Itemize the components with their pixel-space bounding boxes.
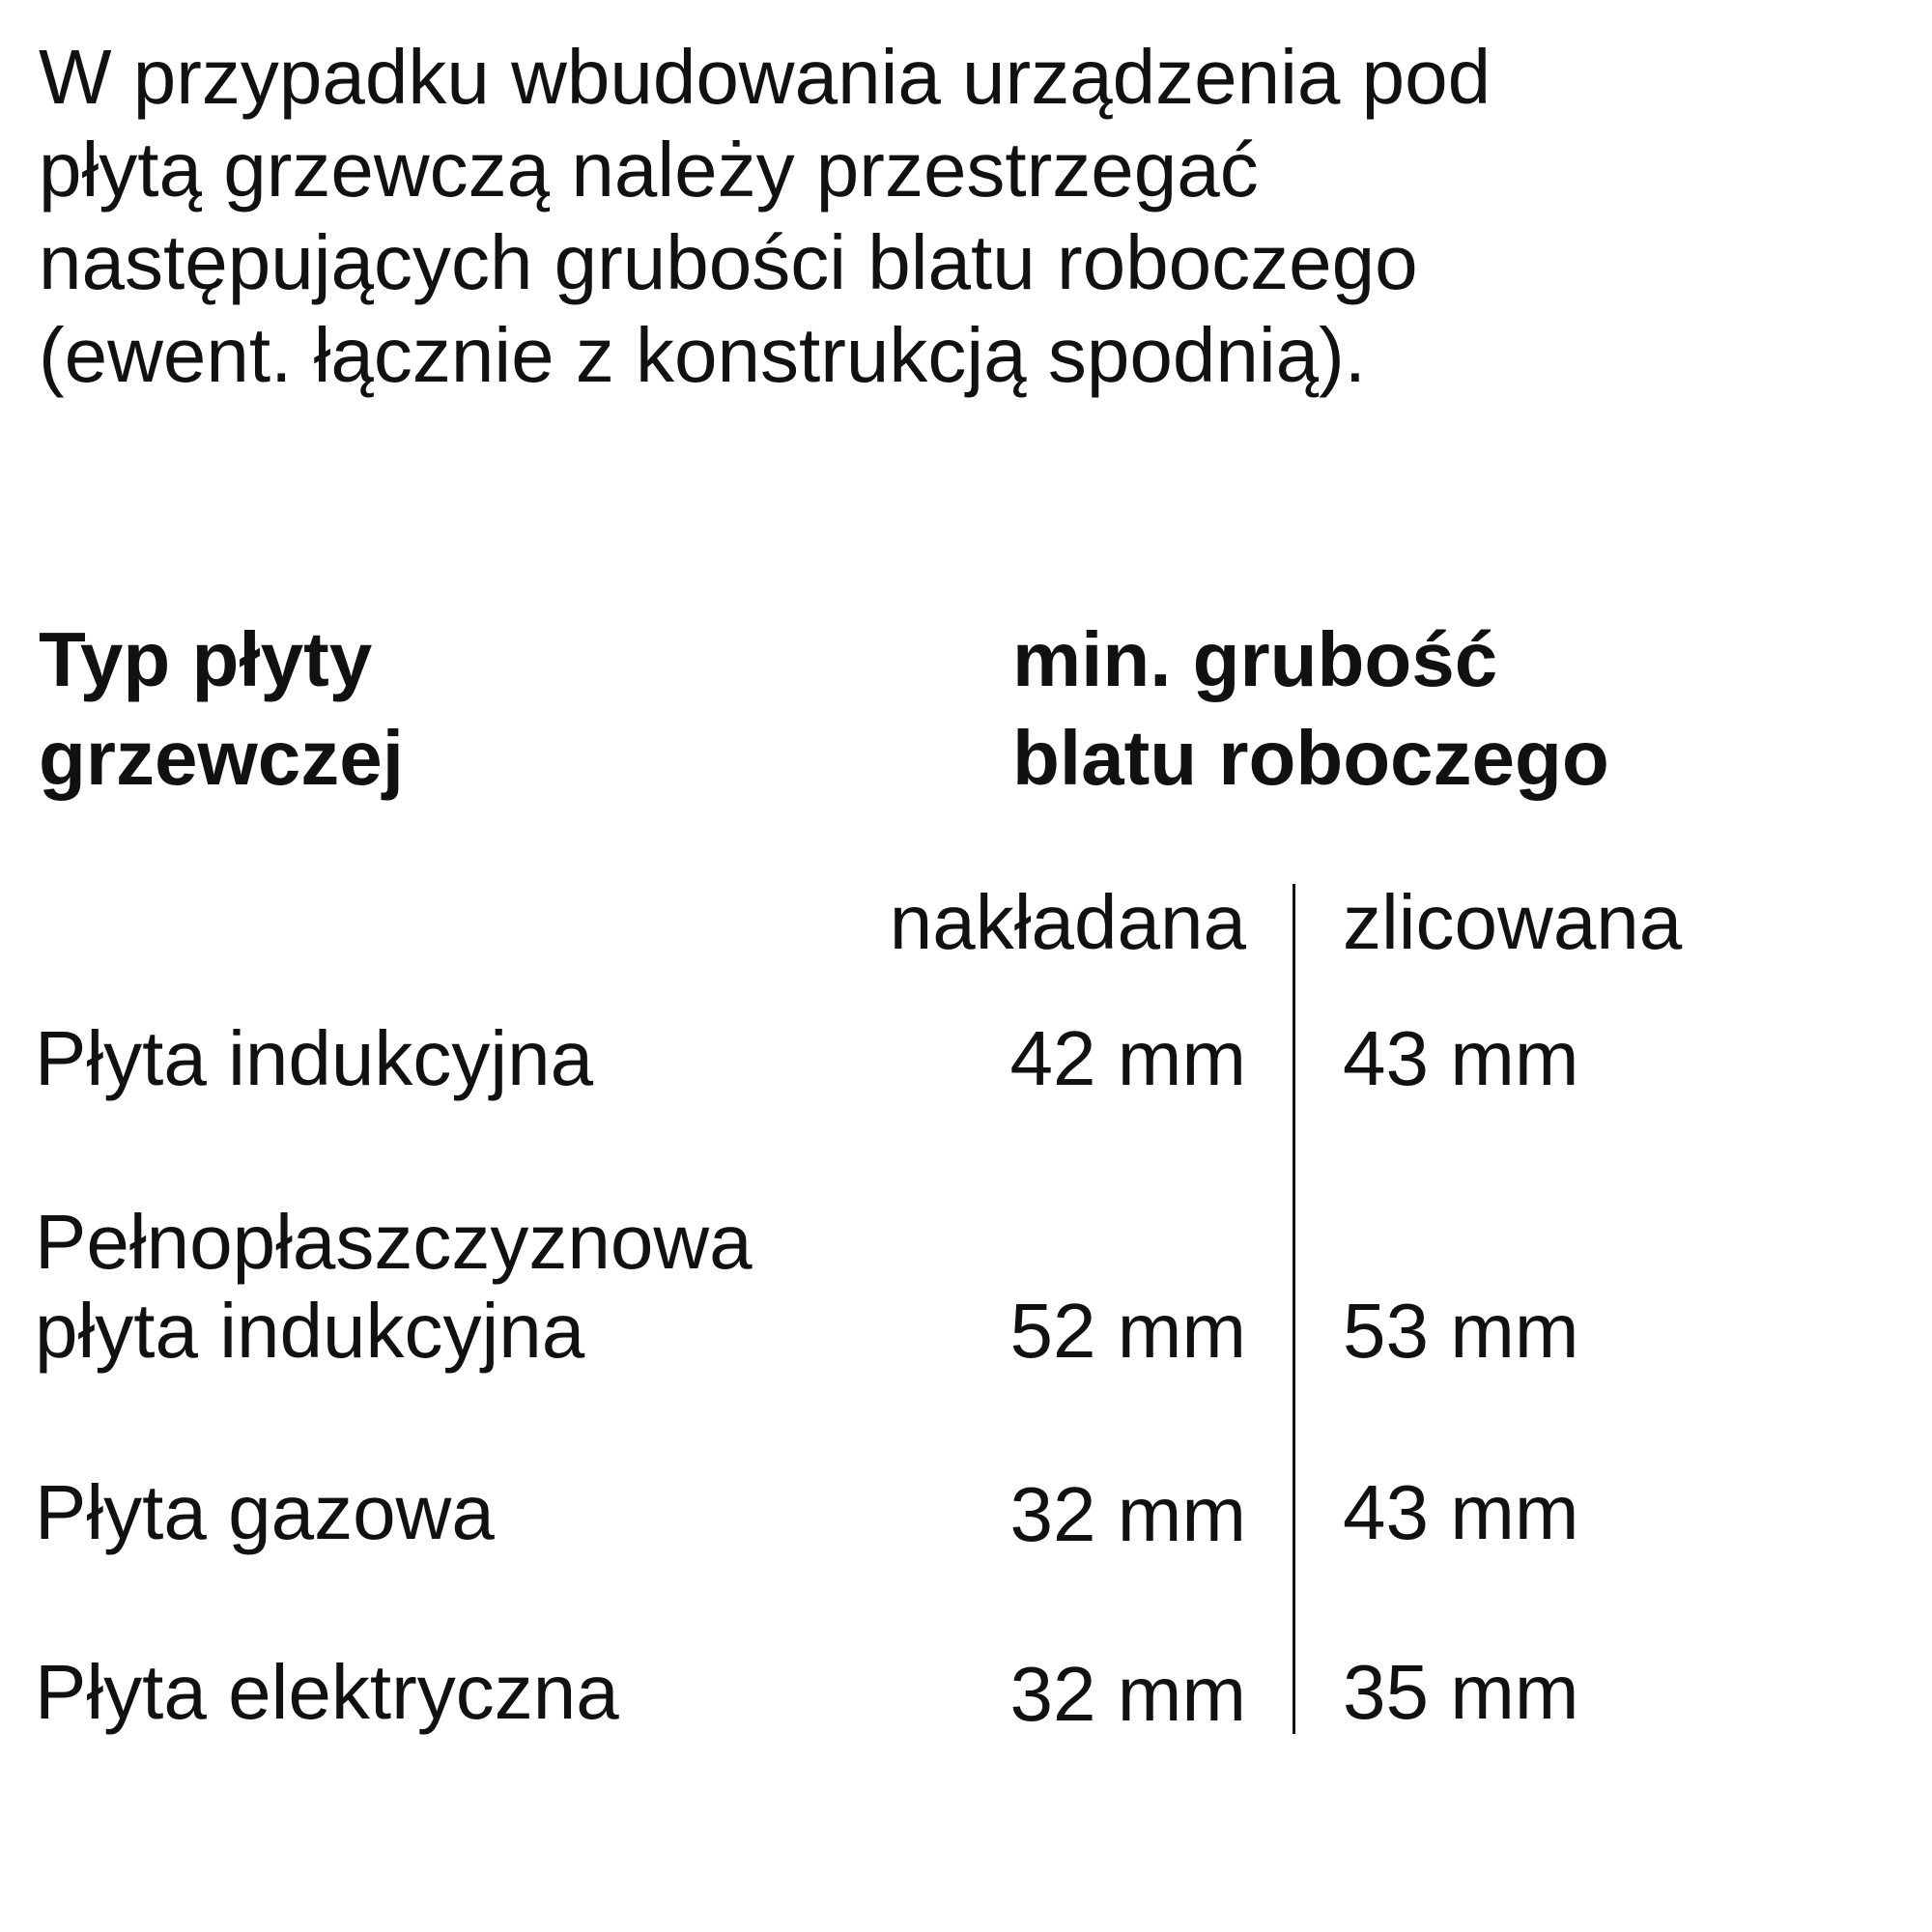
row-value-overlay: 42 mm [1009,1015,1246,1101]
row-value-overlay: 32 mm [1009,1471,1246,1557]
intro-line: (ewent. łącznie z konstrukcją spodnią). [39,312,1366,398]
row-label-line: Płyta indukcyjna [35,1015,594,1101]
intro-line: W przypadku wbudowania urządzenia pod [39,34,1492,120]
column-header-type-line: Typ płyty [39,616,373,702]
intro-line: następujących grubości blatu roboczego [39,219,1418,305]
row-label [35,1468,495,1557]
row-label [35,1014,593,1103]
column-header-thickness-line: blatu roboczego [1012,715,1609,801]
intro-paragraph [39,31,1874,402]
column-header-type [39,611,404,808]
row-label-line: Pełnopłaszczyznowa [35,1199,753,1285]
row-value-flush: 35 mm [1343,1649,1579,1735]
row-value-flush: 43 mm [1343,1469,1579,1555]
row-value-flush: 53 mm [1343,1288,1579,1374]
row-label-line: płyta indukcyjna [35,1288,585,1374]
row-value-overlay: 52 mm [1009,1288,1246,1374]
column-header-type-line: grzewczej [39,715,404,801]
row-label-line: Płyta elektryczna [35,1649,619,1735]
row-value-flush: 43 mm [1343,1015,1579,1101]
subheader-flush: zlicowana [1343,879,1683,965]
column-header-thickness [1012,611,1609,808]
subheader-overlay: nakładana [889,879,1246,965]
row-label-line: Płyta gazowa [35,1469,495,1555]
row-value-overlay: 32 mm [1009,1651,1246,1737]
intro-line: płytą grzewczą należy przestrzegać [39,127,1259,213]
column-header-thickness-line: min. grubość [1012,616,1498,702]
row-label [35,1198,753,1376]
column-divider [1293,884,1295,1734]
row-label [35,1648,619,1737]
